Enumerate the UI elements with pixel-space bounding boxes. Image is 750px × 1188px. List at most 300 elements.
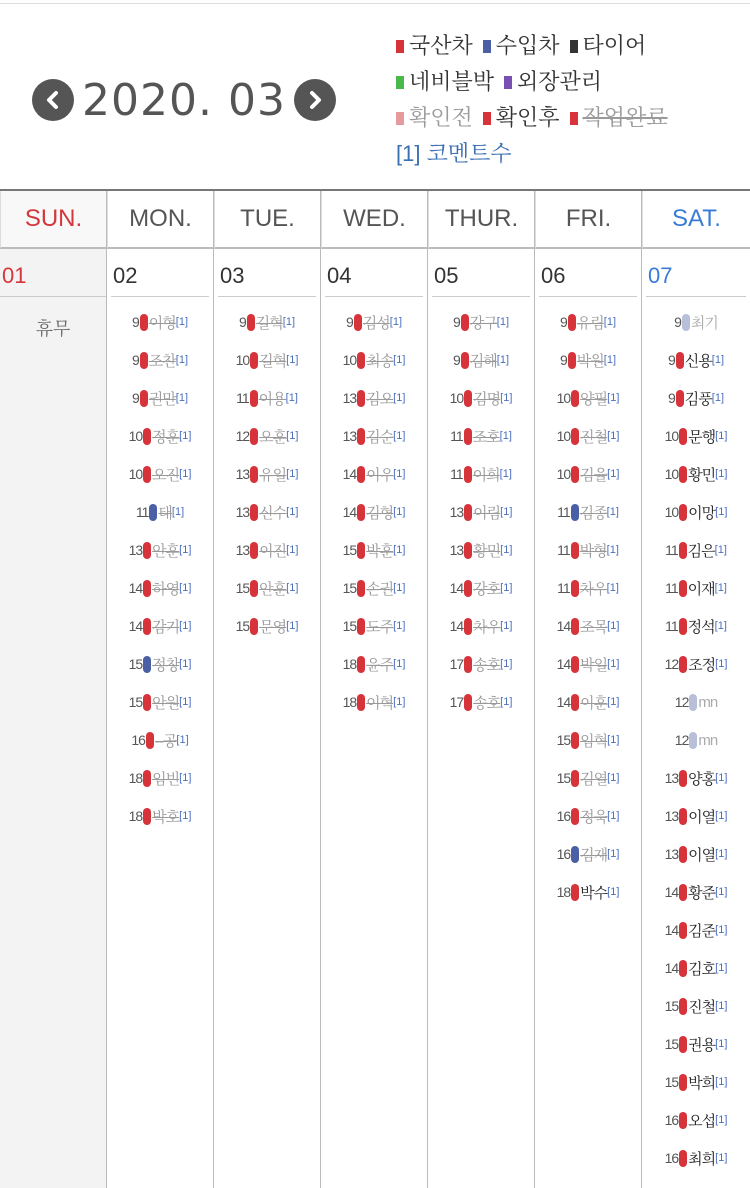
appointment-item[interactable] <box>428 607 534 645</box>
status-pill-icon <box>679 504 687 521</box>
appointment-item[interactable] <box>107 493 213 531</box>
appointment-time: 15 <box>128 656 143 672</box>
comment-count: [1] <box>179 582 192 594</box>
appointment-item[interactable] <box>535 303 641 341</box>
appointment-time: 11 <box>665 618 678 634</box>
customer-name: 송호 <box>473 656 501 674</box>
appointment-item[interactable] <box>642 341 750 379</box>
appointment-item[interactable] <box>642 987 750 1025</box>
appointment-item[interactable] <box>535 607 641 645</box>
customer-name: 길혁 <box>259 352 287 370</box>
comment-count: [1] <box>603 316 616 328</box>
comment-count: [1] <box>393 658 406 670</box>
status-pill-icon <box>679 884 687 901</box>
appointment-item[interactable] <box>535 835 641 873</box>
appointment-item[interactable] <box>107 645 213 683</box>
customer-name: 박희 <box>688 1074 716 1092</box>
comment-count: [1] <box>499 468 512 480</box>
appointment-time: 9 <box>452 314 460 330</box>
appointment-item[interactable] <box>428 379 534 417</box>
status-pill-icon <box>676 352 684 369</box>
appointment-item[interactable] <box>214 493 320 531</box>
customer-name: 박원 <box>576 352 604 370</box>
appointment-item[interactable] <box>107 759 213 797</box>
appointment-time: 10 <box>664 428 679 444</box>
appointment-item[interactable] <box>535 873 641 911</box>
day-column-sun <box>0 191 107 1188</box>
customer-name: 정창 <box>152 656 180 674</box>
appointment-item[interactable] <box>321 493 427 531</box>
comment-count: [1] <box>500 544 513 556</box>
appointment-time: 14 <box>556 618 571 634</box>
comment-count: [1] <box>715 1076 728 1088</box>
comment-count: [1] <box>496 354 509 366</box>
customer-name: 이망 <box>688 504 716 522</box>
comment-count: [1] <box>175 392 188 404</box>
appointment-time: 12 <box>674 694 689 710</box>
appointment-item[interactable] <box>214 569 320 607</box>
status-pill-icon <box>464 428 472 445</box>
comment-count: [1] <box>500 658 513 670</box>
appointment-item[interactable] <box>428 493 534 531</box>
day-header: TUE. <box>214 191 320 249</box>
appointment-item[interactable] <box>535 341 641 379</box>
appointment-item[interactable] <box>535 379 641 417</box>
comment-count: [1] <box>393 430 406 442</box>
top-divider <box>0 3 750 4</box>
comment-count: [1] <box>603 354 616 366</box>
comment-count: [1] <box>393 696 406 708</box>
appointment-item[interactable] <box>535 645 641 683</box>
appointment-time: 15 <box>556 732 571 748</box>
status-pill-icon <box>357 352 365 369</box>
comment-count: [1] <box>715 1152 728 1164</box>
legend-tire: 타이어 <box>570 28 647 64</box>
appointment-item[interactable] <box>535 721 641 759</box>
customer-name: 이우 <box>366 466 394 484</box>
customer-name: 김율 <box>580 466 608 484</box>
customer-name: 박형 <box>579 542 607 560</box>
appointment-time: 15 <box>556 770 571 786</box>
appointment-item[interactable] <box>321 455 427 493</box>
status-pill-icon <box>568 352 576 369</box>
customer-name: 김은 <box>687 542 715 560</box>
comment-count: [1] <box>286 582 299 594</box>
appointment-list <box>0 341 106 347</box>
comment-count: [1] <box>393 354 406 366</box>
comment-count: [1] <box>179 658 192 670</box>
appointment-time: 9 <box>667 352 675 368</box>
status-pill-icon <box>464 694 472 711</box>
appointment-time: 14 <box>449 618 464 634</box>
appointment-item[interactable] <box>535 493 641 531</box>
status-pill-icon <box>357 656 365 673</box>
legend-done: 작업완료 <box>570 100 668 136</box>
appointment-item[interactable] <box>107 569 213 607</box>
appointment-time: 11 <box>665 580 678 596</box>
comment-count: [1] <box>715 886 728 898</box>
appointment-time: 15 <box>235 580 250 596</box>
date-number[interactable]: 06 <box>539 249 637 297</box>
status-pill-icon <box>679 1150 687 1167</box>
appointment-item[interactable] <box>428 341 534 379</box>
day-header: SUN. <box>0 191 106 249</box>
appointment-time: 10 <box>556 466 571 482</box>
status-pill-icon <box>571 618 579 635</box>
legend-tire-swatch <box>570 40 578 53</box>
appointment-item[interactable] <box>428 417 534 455</box>
comment-count: [1] <box>606 582 619 594</box>
comment-count: [1] <box>606 544 619 556</box>
appointment-time: 14 <box>449 580 464 596</box>
customer-name: 정욱 <box>580 808 608 826</box>
appointment-item[interactable] <box>535 683 641 721</box>
status-pill-icon <box>464 542 472 559</box>
appointment-item[interactable] <box>321 341 427 379</box>
customer-name: 차우 <box>579 580 607 598</box>
appointment-item[interactable] <box>428 531 534 569</box>
appointment-time: 9 <box>131 314 139 330</box>
status-pill-icon <box>357 428 365 445</box>
appointment-time: 13 <box>449 504 464 520</box>
status-pill-icon <box>461 314 469 331</box>
comment-count: [1] <box>607 392 620 404</box>
appointment-item[interactable] <box>642 417 750 455</box>
customer-name: 안훈 <box>259 580 287 598</box>
legend-exterior: 외장관리 <box>504 64 602 100</box>
appointment-time: 18 <box>128 770 143 786</box>
appointment-time: 15 <box>342 542 357 558</box>
status-pill-icon <box>571 542 579 559</box>
comment-count: [1] <box>715 1114 728 1126</box>
comment-count: [1] <box>171 506 185 518</box>
customer-name: 황민 <box>688 466 716 484</box>
appointment-item[interactable] <box>642 873 750 911</box>
customer-name: 최희 <box>688 1150 716 1168</box>
date-number[interactable]: 03 <box>218 249 316 297</box>
appointment-item[interactable] <box>642 1101 750 1139</box>
appointment-item[interactable] <box>107 683 213 721</box>
appointment-item[interactable] <box>642 645 750 683</box>
customer-name: 황민 <box>473 542 501 560</box>
appointment-time: 15 <box>235 618 250 634</box>
appointment-item[interactable] <box>321 531 427 569</box>
appointment-item[interactable] <box>428 455 534 493</box>
appointment-time: 13 <box>664 846 679 862</box>
status-pill-icon <box>140 390 148 407</box>
status-pill-icon <box>143 466 151 483</box>
status-pill-icon <box>689 694 697 711</box>
customer-name: 태 <box>158 504 172 522</box>
appointment-time: 10 <box>664 504 679 520</box>
customer-name: 오훈 <box>259 428 287 446</box>
comment-count: [1] <box>714 582 727 594</box>
customer-name: 유일 <box>259 466 287 484</box>
comment-count: [1] <box>500 696 513 708</box>
appointment-item[interactable] <box>535 417 641 455</box>
appointment-time: 16 <box>664 1150 679 1166</box>
customer-name: 오진 <box>152 466 180 484</box>
appointment-item[interactable] <box>535 759 641 797</box>
day-column-tue <box>214 191 321 1188</box>
customer-name: 김순 <box>366 428 394 446</box>
comment-count: [1] <box>607 734 620 746</box>
appointment-item[interactable] <box>214 417 320 455</box>
comment-count: [1] <box>607 810 620 822</box>
appointment-item[interactable] <box>642 835 750 873</box>
comment-count: [1] <box>607 620 620 632</box>
comment-count: [1] <box>179 772 192 784</box>
legend-before: 확인전 <box>396 100 473 136</box>
appointment-item[interactable] <box>642 797 750 835</box>
appointment-item[interactable] <box>642 455 750 493</box>
appointment-item[interactable] <box>535 455 641 493</box>
appointment-item[interactable] <box>428 645 534 683</box>
customer-name: 박일 <box>580 656 608 674</box>
appointment-time: 16 <box>131 732 145 748</box>
comment-count: [1] <box>607 658 620 670</box>
calendar-columns <box>0 191 750 1188</box>
status-pill-icon <box>140 352 148 369</box>
customer-name: 정훈 <box>152 428 180 446</box>
appointment-item[interactable] <box>107 341 213 379</box>
customer-name: 이열 <box>688 846 716 864</box>
appointment-item[interactable] <box>642 949 750 987</box>
status-pill-icon <box>250 580 258 597</box>
comment-count: [1] <box>175 354 188 366</box>
appointment-time: 13 <box>235 504 250 520</box>
status-pill-icon <box>571 808 579 825</box>
status-pill-icon <box>149 504 157 521</box>
appointment-item[interactable] <box>642 1063 750 1101</box>
appointment-time: 12 <box>235 428 250 444</box>
appointment-list <box>642 297 750 1177</box>
appointment-item[interactable] <box>321 645 427 683</box>
appointment-time: 9 <box>674 314 681 330</box>
appointment-time: 14 <box>128 618 143 634</box>
appointment-item[interactable] <box>642 531 750 569</box>
customer-name: 김해 <box>469 352 497 370</box>
status-pill-icon <box>679 960 687 977</box>
appointment-item[interactable] <box>321 417 427 455</box>
appointment-time: 16 <box>556 808 571 824</box>
date-number[interactable]: 02 <box>111 249 209 297</box>
comment-count: [1] <box>500 506 513 518</box>
comment-count: [1] <box>607 772 620 784</box>
appointment-time: 13 <box>342 428 357 444</box>
appointment-item[interactable] <box>535 569 641 607</box>
status-pill-icon <box>679 618 687 635</box>
comment-count: [1] <box>179 620 192 632</box>
status-pill-icon <box>357 504 365 521</box>
legend-after-swatch <box>483 112 491 125</box>
appointment-item[interactable] <box>428 683 534 721</box>
appointment-item[interactable] <box>107 531 213 569</box>
customer-name: 김오 <box>366 390 394 408</box>
appointment-item[interactable] <box>107 303 213 341</box>
status-pill-icon <box>571 504 579 521</box>
appointment-item[interactable] <box>214 607 320 645</box>
appointment-item[interactable] <box>642 683 750 721</box>
appointment-item[interactable] <box>642 569 750 607</box>
status-pill-icon <box>357 580 365 597</box>
status-pill-icon <box>143 580 151 597</box>
appointment-item[interactable] <box>321 683 427 721</box>
appointment-time: 11 <box>236 390 249 406</box>
comment-count: [1] <box>715 468 728 480</box>
appointment-item[interactable] <box>428 303 534 341</box>
day-column-mon <box>107 191 214 1188</box>
comment-count: [1] <box>607 468 620 480</box>
day-header: FRI. <box>535 191 641 249</box>
status-pill-icon <box>571 694 579 711</box>
appointment-item[interactable] <box>642 607 750 645</box>
customer-name: 김호 <box>688 960 716 978</box>
appointment-time: 13 <box>664 808 679 824</box>
day-column-sat <box>642 191 750 1188</box>
appointment-item[interactable] <box>321 379 427 417</box>
comment-count: [1] <box>715 924 728 936</box>
appointment-item[interactable] <box>107 607 213 645</box>
appointment-list <box>214 297 320 645</box>
appointment-item[interactable] <box>642 493 750 531</box>
customer-name: 김형 <box>366 504 394 522</box>
appointment-item[interactable] <box>107 797 213 835</box>
appointment-time: 15 <box>342 618 357 634</box>
status-pill-icon <box>679 1112 687 1129</box>
appointment-item[interactable] <box>321 569 427 607</box>
comment-count: [1] <box>711 392 724 404</box>
customer-name: 황준 <box>688 884 716 902</box>
comment-count: [1] <box>393 506 406 518</box>
appointment-item[interactable] <box>642 303 750 341</box>
appointment-item[interactable] <box>321 303 427 341</box>
status-pill-icon <box>143 618 151 635</box>
appointment-item[interactable] <box>642 759 750 797</box>
customer-name: 이혁 <box>366 694 394 712</box>
appointment-item[interactable] <box>642 911 750 949</box>
day-column-thur <box>428 191 535 1188</box>
comment-count: [1] <box>286 506 299 518</box>
appointment-item[interactable] <box>642 1139 750 1177</box>
date-number[interactable]: 07 <box>646 249 746 297</box>
appointment-item[interactable] <box>107 379 213 417</box>
customer-name: 조호 <box>472 428 500 446</box>
customer-name: 이열 <box>688 808 716 826</box>
customer-name: 차우 <box>473 618 501 636</box>
appointment-item[interactable] <box>535 531 641 569</box>
status-pill-icon <box>143 542 151 559</box>
status-pill-icon <box>676 390 684 407</box>
appointment-item[interactable] <box>214 303 320 341</box>
appointment-time: 16 <box>556 846 571 862</box>
legend-domestic: 국산차 <box>396 28 473 64</box>
customer-name: 길혁 <box>255 314 283 332</box>
appointment-item[interactable] <box>642 721 750 759</box>
customer-name: 임빈 <box>152 770 180 788</box>
day-column-fri <box>535 191 642 1188</box>
calendar <box>0 189 750 1188</box>
appointment-time: 15 <box>664 1074 679 1090</box>
appointment-item[interactable] <box>214 455 320 493</box>
status-pill-icon <box>461 352 469 369</box>
appointment-item[interactable] <box>321 607 427 645</box>
appointment-time: 9 <box>345 314 353 330</box>
customer-name: --공 <box>154 732 177 750</box>
comment-count: [1] <box>715 430 728 442</box>
appointment-item[interactable] <box>642 379 750 417</box>
status-pill-icon <box>357 390 365 407</box>
comment-count: [1] <box>176 734 189 746</box>
appointment-item[interactable] <box>642 1025 750 1063</box>
appointment-item[interactable] <box>535 797 641 835</box>
status-pill-icon <box>571 390 579 407</box>
date-number[interactable]: 05 <box>432 249 530 297</box>
status-pill-icon <box>247 314 255 331</box>
comment-count: [1] <box>393 620 406 632</box>
appointment-time: 11 <box>557 580 570 596</box>
customer-name: 오섭 <box>688 1112 716 1130</box>
comment-count: [1] <box>179 468 192 480</box>
appointment-item[interactable] <box>214 341 320 379</box>
comment-count: [1] <box>286 354 299 366</box>
date-number[interactable]: 01 <box>0 249 106 297</box>
appointment-time: 18 <box>128 808 143 824</box>
appointment-time: 14 <box>342 466 357 482</box>
comment-count: [1] <box>715 1000 728 1012</box>
appointment-time: 14 <box>556 656 571 672</box>
appointment-item[interactable] <box>214 531 320 569</box>
comment-count: [1] <box>714 620 727 632</box>
status-pill-icon <box>679 466 687 483</box>
appointment-item[interactable] <box>107 721 213 759</box>
day-header: SAT. <box>642 191 750 249</box>
status-pill-icon <box>571 846 579 863</box>
status-pill-icon <box>357 542 365 559</box>
day-header: WED. <box>321 191 427 249</box>
comment-count: [1] <box>607 430 620 442</box>
status-pill-icon <box>571 884 579 901</box>
appointment-item[interactable] <box>214 379 320 417</box>
appointment-time: 18 <box>556 884 571 900</box>
status-pill-icon <box>143 428 151 445</box>
customer-name: 임혁 <box>580 732 608 750</box>
customer-name: 이희 <box>472 466 500 484</box>
prev-month-button[interactable] <box>32 79 74 121</box>
comment-count: [1] <box>285 392 298 404</box>
comment-count: [1] <box>286 430 299 442</box>
customer-name: 이재 <box>687 580 715 598</box>
customer-name: 이진 <box>259 542 287 560</box>
status-pill-icon <box>682 314 690 331</box>
status-pill-icon <box>679 846 687 863</box>
customer-name: 윤주 <box>366 656 394 674</box>
customer-name: 김풍 <box>684 390 712 408</box>
status-pill-icon <box>679 998 687 1015</box>
appointment-item[interactable] <box>428 569 534 607</box>
comment-count: [1] <box>496 316 509 328</box>
comment-count: [1] <box>607 848 620 860</box>
appointment-item[interactable] <box>107 455 213 493</box>
appointment-item[interactable] <box>107 417 213 455</box>
customer-name: 김준 <box>688 922 716 940</box>
status-pill-icon <box>464 656 472 673</box>
comment-count: [1] <box>179 544 192 556</box>
next-month-button[interactable] <box>294 79 336 121</box>
status-pill-icon <box>250 352 258 369</box>
date-number[interactable]: 04 <box>325 249 423 297</box>
appointment-list <box>107 297 213 835</box>
